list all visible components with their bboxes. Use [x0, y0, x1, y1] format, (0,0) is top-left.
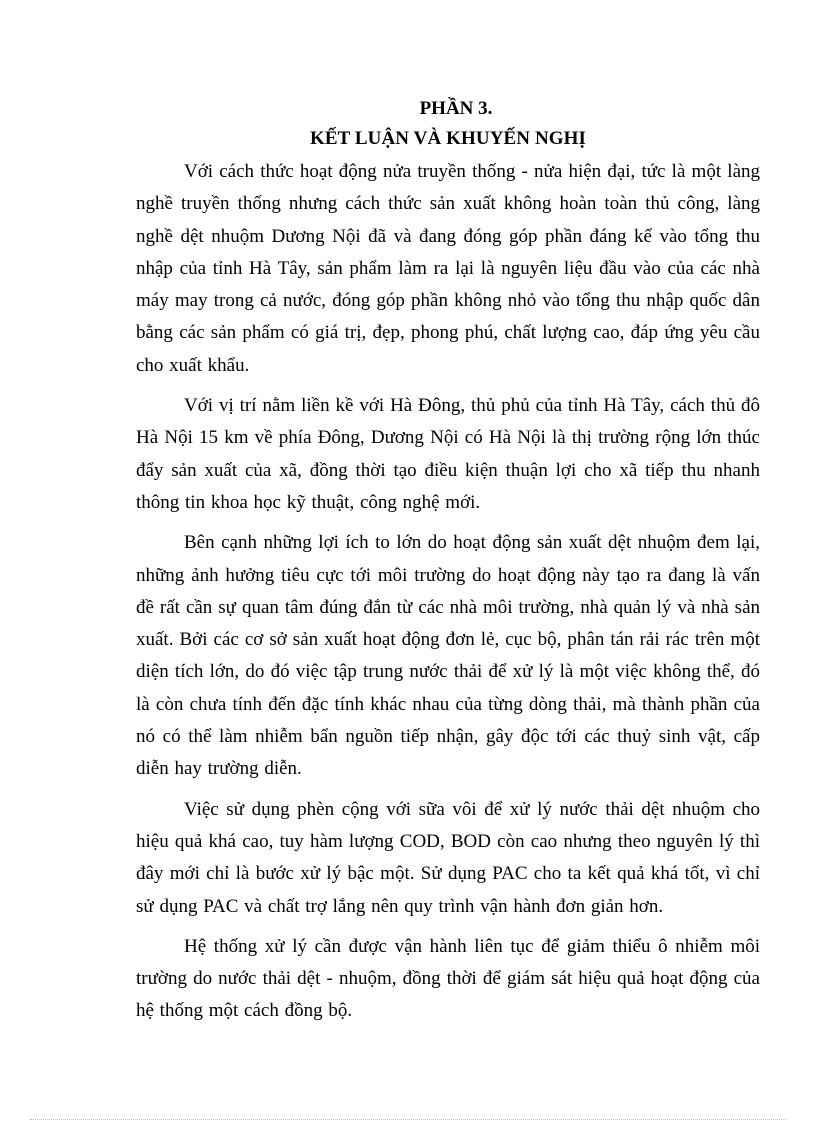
paragraph-4: Việc sử dụng phèn cộng với sữa vôi để xử lý nước thải dệt nhuộm cho hiệu quả khá cao, tuy hàm lượng COD, BOD còn cao nhưng theo nguyên lý thì đây mới chỉ là bước xử lý bậc một. Sử dụng PAC cho ta kết quả khá tốt, vì chỉ sử dụng PAC và chất trợ lắng nên quy trình vận hành đơn giản hơn. [136, 798, 760, 917]
paragraph-2: Với vị trí nằm liền kề với Hà Đông, thủ phủ của tỉnh Hà Tây, cách thủ đô Hà Nội 15 km về phía Đông, Dương Nội có Hà Nội là thị trường rộng lớn thúc đẩy sản xuất của xã, đồng thời tạo điều kiện thuận lợi cho xã tiếp thu nhanh thông tin khoa học kỹ thuật, công nghệ mới. [136, 395, 760, 513]
paragraph-5: Hệ thống xử lý cần được vận hành liên tục để giảm thiểu ô nhiễm môi trường do nước thải dệt - nhuộm, đồng thời để giám sát hiệu quả hoạt động của hệ thống một cách đồng bộ. [136, 935, 760, 1022]
page-content [136, 94, 760, 1036]
page-bottom-divider [30, 1119, 786, 1120]
part-label: PHẦN 3. [419, 98, 493, 119]
paragraph-1: Với cách thức hoạt động nửa truyền thống - nửa hiện đại, tức là một làng nghề truyền thống nhưng cách thức sản xuất không hoàn toàn thủ công, làng nghề dệt nhuộm Dương Nội đã và đang đóng góp phần đáng kể vào tổng thu nhập của tỉnh Hà Tây, sản phẩm làm ra lại là nguyên liệu đầu vào của các nhà máy may trong cả nước, đóng góp phần không nhỏ vào tổng thu nhập quốc dân bằng các sản phẩm có giá trị, đẹp, phong phú, chất lượng cao, đáp ứng yêu cầu cho xuất khẩu. [136, 161, 760, 376]
paragraph-3: Bên cạnh những lợi ích to lớn do hoạt động sản xuất dệt nhuộm đem lại, những ảnh hưởng tiêu cực tới môi trường do hoạt động này tạo ra đang là vấn đề rất cần sự quan tâm đúng đắn từ các nhà môi trường, nhà quản lý và nhà sản xuất. Bởi các cơ sở sản xuất hoạt động đơn lẻ, cục bộ, phân tán rải rác trên một diện tích lớn, do đó việc tập trung nước thải để xử lý là một việc không thể, đó là còn chưa tính đến đặc tính khác nhau của từng dòng thải, mà thành phần của nó có thể làm nhiễm bẩn nguồn tiếp nhận, gây độc tới các thuỷ sinh vật, cấp diễn hay trường diễn. [136, 532, 760, 780]
section-title: KẾT LUẬN VÀ KHUYẾN NGHỊ [309, 128, 587, 149]
